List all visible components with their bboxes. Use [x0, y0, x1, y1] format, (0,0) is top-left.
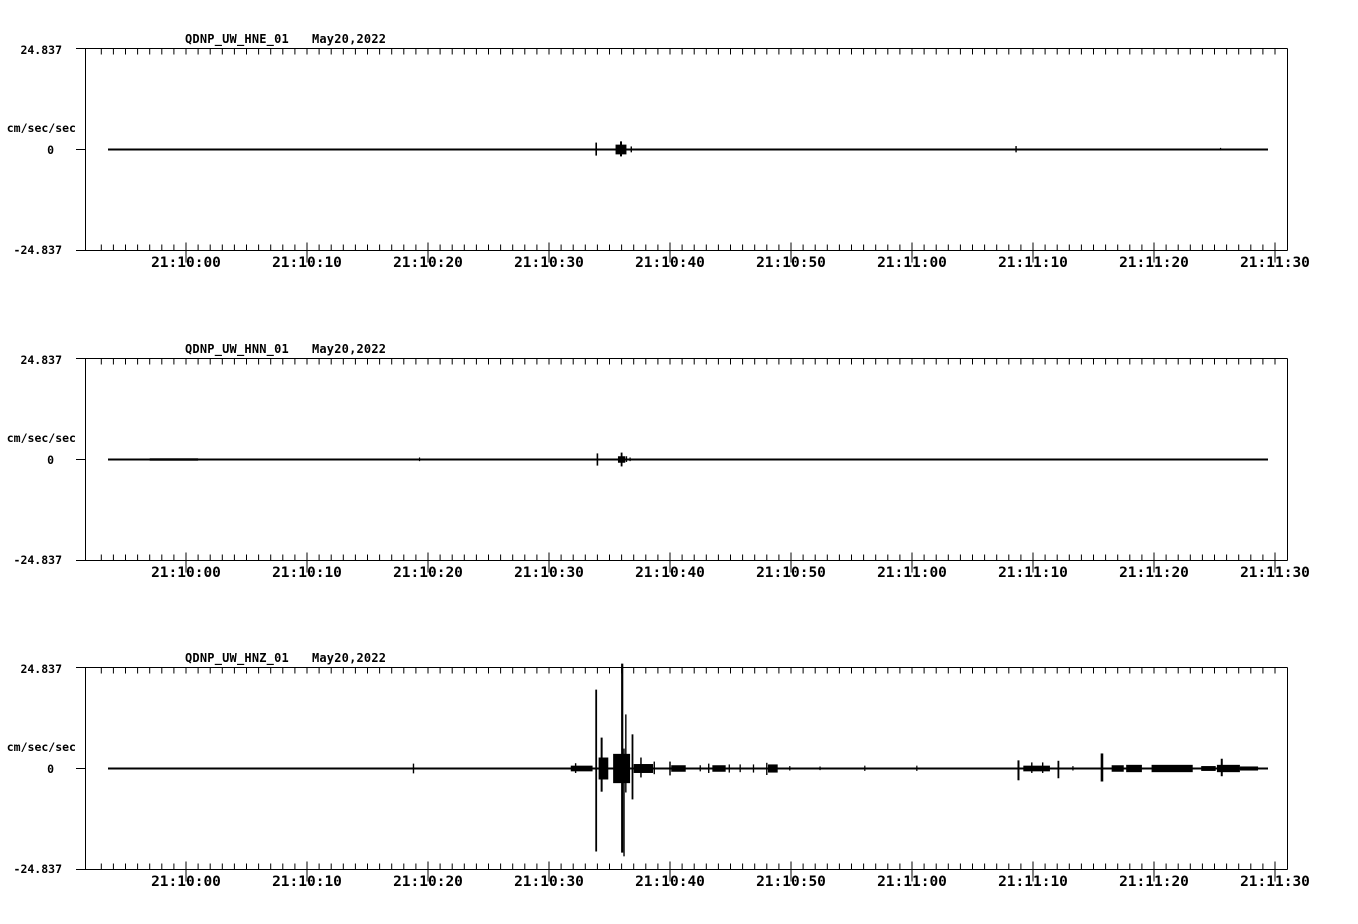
x-tick-label: 21:10:00: [151, 874, 221, 890]
x-axis-labels: [0, 874, 1358, 892]
x-tick-label: 21:10:50: [756, 255, 826, 271]
y-axis-min-label: -24.837: [13, 553, 62, 567]
x-axis-labels: [0, 255, 1358, 273]
x-tick-label: 21:10:00: [151, 565, 221, 581]
x-tick-label: 21:11:10: [998, 874, 1068, 890]
x-tick-label: 21:11:20: [1119, 565, 1189, 581]
x-tick-label: 21:10:30: [514, 565, 584, 581]
x-tick-label: 21:10:10: [272, 255, 342, 271]
station-channel-label: QDNP_UW_HNZ_01: [185, 651, 289, 665]
x-tick-label: 21:11:30: [1240, 565, 1310, 581]
x-tick-label: 21:10:20: [393, 255, 463, 271]
x-tick-label: 21:10:50: [756, 565, 826, 581]
x-tick-label: 21:10:20: [393, 874, 463, 890]
date-label: May20,2022: [311, 651, 387, 665]
axis-ticks: [76, 359, 1275, 573]
x-tick-label: 21:10:40: [635, 874, 705, 890]
x-tick-label: 21:11:20: [1119, 255, 1189, 271]
x-tick-label: 21:11:00: [877, 874, 947, 890]
y-axis-zero-label: 0: [47, 143, 54, 157]
seismogram-panel-hne: [0, 0, 1358, 310]
y-axis-unit-label: cm/sec/sec: [6, 740, 76, 754]
date-label: May20,2022: [311, 342, 387, 356]
x-tick-label: 21:10:20: [393, 565, 463, 581]
date-label: May20,2022: [311, 32, 387, 46]
x-axis-labels: [0, 565, 1358, 583]
x-tick-label: 21:10:40: [635, 565, 705, 581]
y-axis-unit-label: cm/sec/sec: [6, 121, 76, 135]
waveform-trace: [108, 459, 1268, 461]
station-channel-label: QDNP_UW_HNE_01: [185, 32, 289, 46]
x-tick-label: 21:10:00: [151, 255, 221, 271]
x-tick-label: 21:11:00: [877, 255, 947, 271]
y-axis-min-label: -24.837: [13, 862, 62, 876]
x-tick-label: 21:11:10: [998, 565, 1068, 581]
y-axis-max-label: 24.837: [20, 353, 62, 367]
x-tick-label: 21:10:30: [514, 874, 584, 890]
y-axis-zero-label: 0: [47, 762, 54, 776]
x-tick-label: 21:11:30: [1240, 874, 1310, 890]
seismogram-panel-hnz: [0, 619, 1358, 924]
axis-ticks: [76, 49, 1275, 263]
y-axis-max-label: 24.837: [20, 662, 62, 676]
x-tick-label: 21:11:30: [1240, 255, 1310, 271]
y-axis-max-label: 24.837: [20, 43, 62, 57]
x-tick-label: 21:10:10: [272, 874, 342, 890]
y-axis-min-label: -24.837: [13, 243, 62, 257]
axis-ticks: [76, 668, 1275, 882]
waveform-trace: [108, 768, 1268, 770]
x-tick-label: 21:11:00: [877, 565, 947, 581]
x-tick-label: 21:11:20: [1119, 874, 1189, 890]
seismogram-panel-hnn: [0, 310, 1358, 620]
waveform-trace: [108, 149, 1268, 151]
x-tick-label: 21:10:40: [635, 255, 705, 271]
waveform-spikes: [413, 664, 1221, 857]
x-tick-label: 21:10:50: [756, 874, 826, 890]
y-axis-zero-label: 0: [47, 453, 54, 467]
x-tick-label: 21:10:30: [514, 255, 584, 271]
station-channel-label: QDNP_UW_HNN_01: [185, 342, 289, 356]
y-axis-unit-label: cm/sec/sec: [6, 431, 76, 445]
x-tick-label: 21:10:10: [272, 565, 342, 581]
x-tick-label: 21:11:10: [998, 255, 1068, 271]
